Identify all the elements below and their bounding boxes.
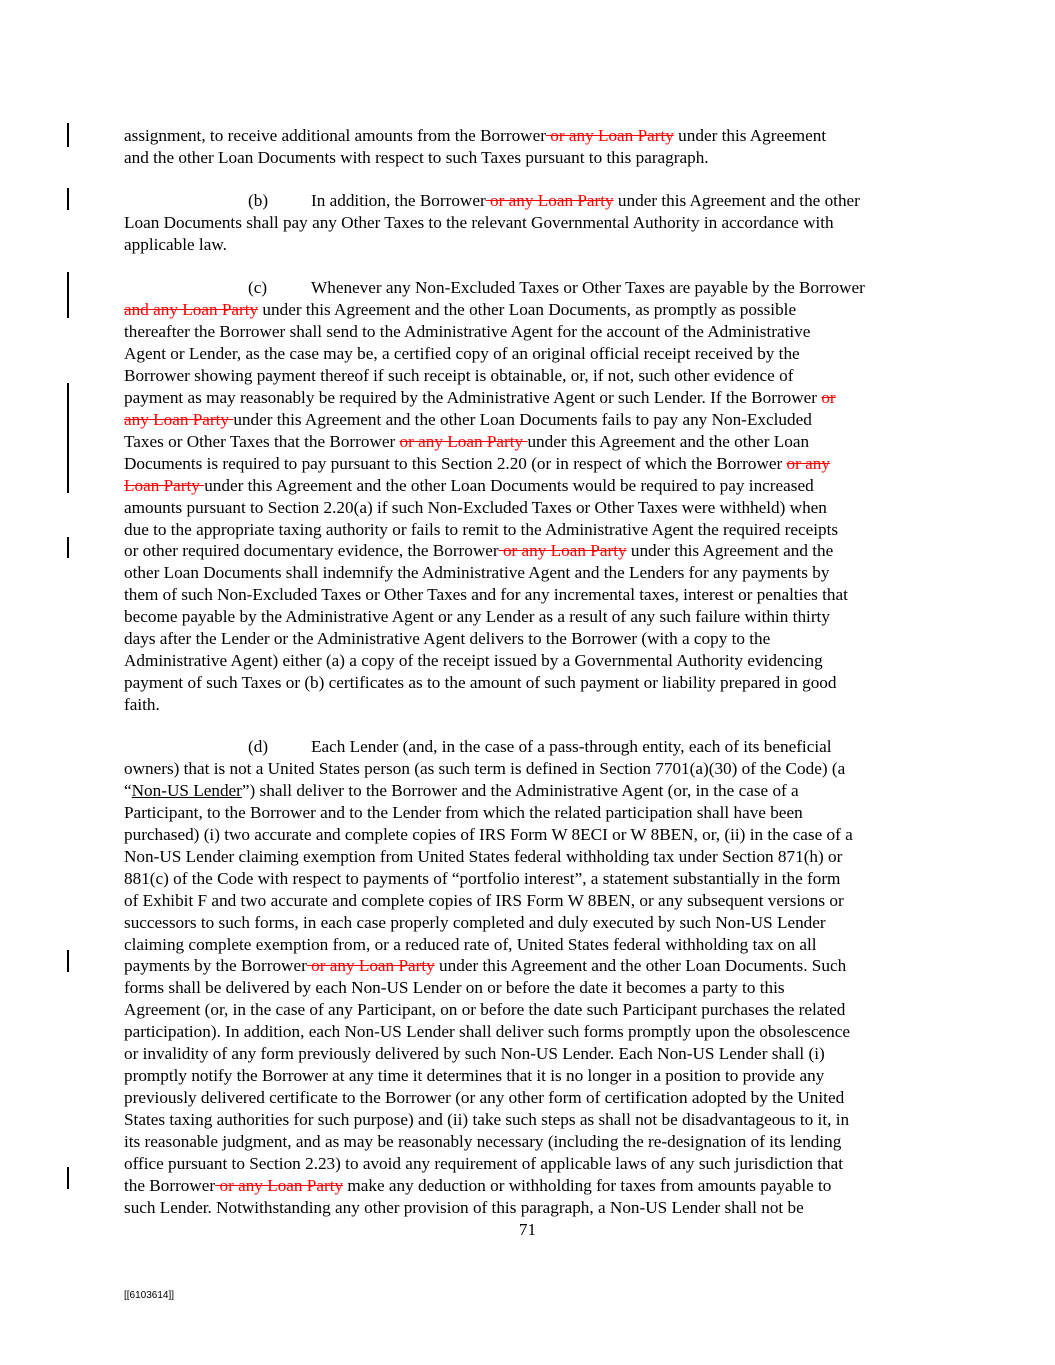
change-bar bbox=[67, 123, 69, 147]
text-run: owners) that is not a United States person (as such term is defined in Section 7701(a)(30) of the Code) (a bbox=[124, 759, 846, 778]
text-run: previously delivered certificate to the Borrower (or any other form of certification adopted by the United bbox=[124, 1088, 845, 1107]
text-run: under this Agreement and the other Loan Documents. Such bbox=[434, 956, 847, 975]
text-line bbox=[124, 343, 800, 365]
text-line bbox=[124, 453, 830, 475]
text-line bbox=[124, 868, 840, 890]
text-run: under this Agreement and the other Loan Documents fails to pay any Non-Excluded bbox=[233, 410, 812, 429]
text-line bbox=[124, 672, 837, 694]
text-run: become payable by the Administrative Agent or any Lender as a result of any such failure within thirty bbox=[124, 607, 830, 626]
text-line bbox=[124, 846, 842, 868]
text-line bbox=[124, 125, 826, 147]
text-line bbox=[124, 934, 817, 956]
text-run: Administrative Agent) either (a) a copy of the receipt issued by a Governmental Authority evidencing bbox=[124, 651, 823, 670]
text-line bbox=[124, 519, 838, 541]
text-line bbox=[124, 540, 833, 562]
text-line bbox=[124, 190, 860, 212]
text-run: thereafter the Borrower shall send to the Administrative Agent for the account of the Administrative bbox=[124, 322, 811, 341]
text-line bbox=[124, 1087, 844, 1109]
deleted-text: or bbox=[821, 388, 836, 407]
text-run: Non-US Lender claiming exemption from United States federal withholding tax under Section 871(h) or bbox=[124, 847, 843, 866]
text-line bbox=[124, 147, 709, 169]
text-run: under this Agreement and the other bbox=[613, 191, 860, 210]
deleted-text: and any Loan Party bbox=[124, 300, 259, 319]
text-run: under this Agreement and the other Loan Documents would be required to pay increased bbox=[204, 476, 814, 495]
text-run: under this Agreement bbox=[673, 126, 827, 145]
paragraph-marker: (c) bbox=[248, 278, 268, 297]
text-run: them of such Non-Excluded Taxes or Other Taxes and for any incremental taxes, interest or penalties that bbox=[124, 585, 848, 604]
text-run: Agent or Lender, as the case may be, a certified copy of an original official receipt received by the bbox=[124, 344, 800, 363]
text-line bbox=[124, 650, 823, 672]
change-bar bbox=[67, 1167, 69, 1189]
text-run: due to the appropriate taxing authority or fails to remit to the Administrative Agent the required receipts bbox=[124, 520, 839, 539]
text-run: promptly notify the Borrower at any time it determines that it is no longer in a position to provide any bbox=[124, 1066, 825, 1085]
text-run: the Borrower bbox=[124, 1176, 216, 1195]
text-run: assignment, to receive additional amounts from the Borrower bbox=[124, 126, 546, 145]
text-run: Agreement (or, in the case of any Participant, on or before the date such Participant purchases the related bbox=[124, 1000, 846, 1019]
defined-term: Non-US Lender bbox=[131, 781, 242, 800]
text-run: amounts pursuant to Section 2.20(a) if such Non-Excluded Taxes or Other Taxes were withheld) when bbox=[124, 498, 827, 517]
text-run: and the other Loan Documents with respect to such Taxes pursuant to this paragraph. bbox=[124, 148, 709, 167]
text-run: payments by the Borrower bbox=[124, 956, 307, 975]
text-run: make any deduction or withholding for taxes from amounts payable to bbox=[343, 1176, 832, 1195]
text-run: of Exhibit F and two accurate and complete copies of IRS Form W 8BEN, or any subsequent versions or bbox=[124, 891, 844, 910]
text-run: office pursuant to Section 2.23) to avoid any requirement of applicable laws of any such jurisdiction that bbox=[124, 1154, 843, 1173]
text-line bbox=[124, 780, 799, 802]
text-run: Whenever any Non-Excluded Taxes or Other Taxes are payable by the Borrower bbox=[311, 278, 865, 297]
text-line bbox=[124, 890, 844, 912]
text-run: Participant, to the Borrower and to the Lender from which the related participation shall have been bbox=[124, 803, 803, 822]
text-run: payment as may reasonably be required by the Administrative Agent or such Lender. If the Borrower bbox=[124, 388, 822, 407]
text-line bbox=[124, 977, 785, 999]
text-run: successors to such forms, in each case properly completed and duly executed by such Non-US Lender bbox=[124, 913, 826, 932]
text-run: 881(c) of the Code with respect to payments of “portfolio interest”, a statement substantially in the form bbox=[124, 869, 841, 888]
text-line bbox=[124, 277, 865, 299]
text-run: Borrower showing payment thereof if such receipt is obtainable, or, if not, such other evidence of bbox=[124, 366, 794, 385]
change-bar bbox=[67, 383, 69, 493]
text-run: or invalidity of any form previously delivered by such Non-US Lender. Each Non-US Lender shall (i) bbox=[124, 1044, 825, 1063]
change-bar bbox=[67, 188, 69, 210]
text-line bbox=[124, 321, 810, 343]
text-line bbox=[124, 1175, 831, 1197]
text-run: purchased) (i) two accurate and complete copies of IRS Form W 8ECI or W 8BEN, or, (ii) in the case of a bbox=[124, 825, 853, 844]
deleted-text: or any Loan Party bbox=[545, 126, 674, 145]
change-bar bbox=[67, 272, 69, 318]
deleted-text: or any Loan Party bbox=[399, 432, 528, 451]
paragraph-marker: (d) bbox=[248, 737, 269, 756]
text-line bbox=[124, 431, 809, 453]
text-line bbox=[124, 409, 812, 431]
text-run: under this Agreement and the other Loan bbox=[527, 432, 810, 451]
text-line bbox=[124, 365, 793, 387]
change-bar bbox=[67, 537, 69, 558]
text-run: claiming complete exemption from, or a reduced rate of, United States federal withholding tax on all bbox=[124, 935, 817, 954]
text-run: Taxes or Other Taxes that the Borrower bbox=[124, 432, 400, 451]
text-line bbox=[124, 694, 160, 716]
text-line bbox=[124, 736, 832, 758]
text-line bbox=[124, 1065, 824, 1087]
text-line bbox=[124, 562, 829, 584]
text-run: participation). In addition, each Non-US Lender shall deliver such forms promptly upon the obsolescence bbox=[124, 1022, 850, 1041]
text-run: payment of such Taxes or (b) certificates as to the amount of such payment or liability prepared in good bbox=[124, 673, 837, 692]
text-run: applicable law. bbox=[124, 235, 227, 254]
text-line bbox=[124, 912, 826, 934]
text-run: or other required documentary evidence, the Borrower bbox=[124, 541, 499, 560]
text-run: Each Lender (and, in the case of a pass-through entity, each of its beneficial bbox=[311, 737, 832, 756]
text-line bbox=[124, 234, 227, 256]
text-run: faith. bbox=[124, 695, 160, 714]
text-run: other Loan Documents shall indemnify the Administrative Agent and the Lenders for any payments by bbox=[124, 563, 830, 582]
paragraph-marker: (b) bbox=[248, 191, 269, 210]
text-run: In addition, the Borrower bbox=[311, 191, 486, 210]
text-run: States taxing authorities for such purpose) and (ii) take such steps as shall not be disadvantageous to it, in bbox=[124, 1110, 850, 1129]
text-line bbox=[124, 497, 827, 519]
deleted-text: or any bbox=[786, 454, 830, 473]
text-run: days after the Lender or the Administrative Agent delivers to the Borrower (with a copy to the bbox=[124, 629, 771, 648]
text-run: under this Agreement and the bbox=[626, 541, 834, 560]
text-line bbox=[124, 999, 845, 1021]
text-run: forms shall be delivered by each Non-US Lender on or before the date it becomes a party to this bbox=[124, 978, 785, 997]
deleted-text: any Loan Party bbox=[124, 410, 234, 429]
text-run: its reasonable judgment, and as may be reasonably necessary (including the re-designation of its lending bbox=[124, 1132, 842, 1151]
text-line bbox=[124, 628, 770, 650]
page-number: 71 bbox=[518, 1220, 537, 1239]
text-line bbox=[124, 1109, 849, 1131]
deleted-text: or any Loan Party bbox=[485, 191, 614, 210]
text-run: Loan Documents shall pay any Other Taxes to the relevant Governmental Authority in accordance with bbox=[124, 213, 834, 232]
text-line bbox=[124, 802, 803, 824]
text-line bbox=[124, 475, 814, 497]
deleted-text: Loan Party bbox=[124, 476, 205, 495]
text-line bbox=[124, 955, 846, 977]
text-line bbox=[124, 387, 836, 409]
text-line bbox=[124, 1043, 825, 1065]
text-line bbox=[124, 1153, 843, 1175]
text-run: Documents is required to pay pursuant to this Section 2.20 (or in respect of which the Borrower bbox=[124, 454, 787, 473]
text-run: ”) shall deliver to the Borrower and the Administrative Agent (or, in the case of a bbox=[241, 781, 799, 800]
text-run: such Lender. Notwithstanding any other provision of this paragraph, a Non-US Lender shall not be bbox=[124, 1198, 804, 1217]
text-line bbox=[124, 606, 830, 628]
text-line bbox=[124, 1021, 850, 1043]
deleted-text: or any Loan Party bbox=[215, 1176, 344, 1195]
text-line bbox=[124, 299, 796, 321]
document-id-footer: [[6103614]] bbox=[124, 1290, 175, 1301]
text-run: under this Agreement and the other Loan Documents, as promptly as possible bbox=[258, 300, 797, 319]
text-line bbox=[124, 1197, 804, 1219]
text-line bbox=[124, 824, 853, 846]
text-line bbox=[124, 1131, 841, 1153]
deleted-text: or any Loan Party bbox=[498, 541, 627, 560]
change-bar bbox=[67, 950, 69, 972]
text-line bbox=[124, 212, 834, 234]
text-run: “ bbox=[124, 781, 132, 800]
text-line bbox=[124, 584, 848, 606]
text-line bbox=[124, 758, 845, 780]
deleted-text: or any Loan Party bbox=[306, 956, 435, 975]
